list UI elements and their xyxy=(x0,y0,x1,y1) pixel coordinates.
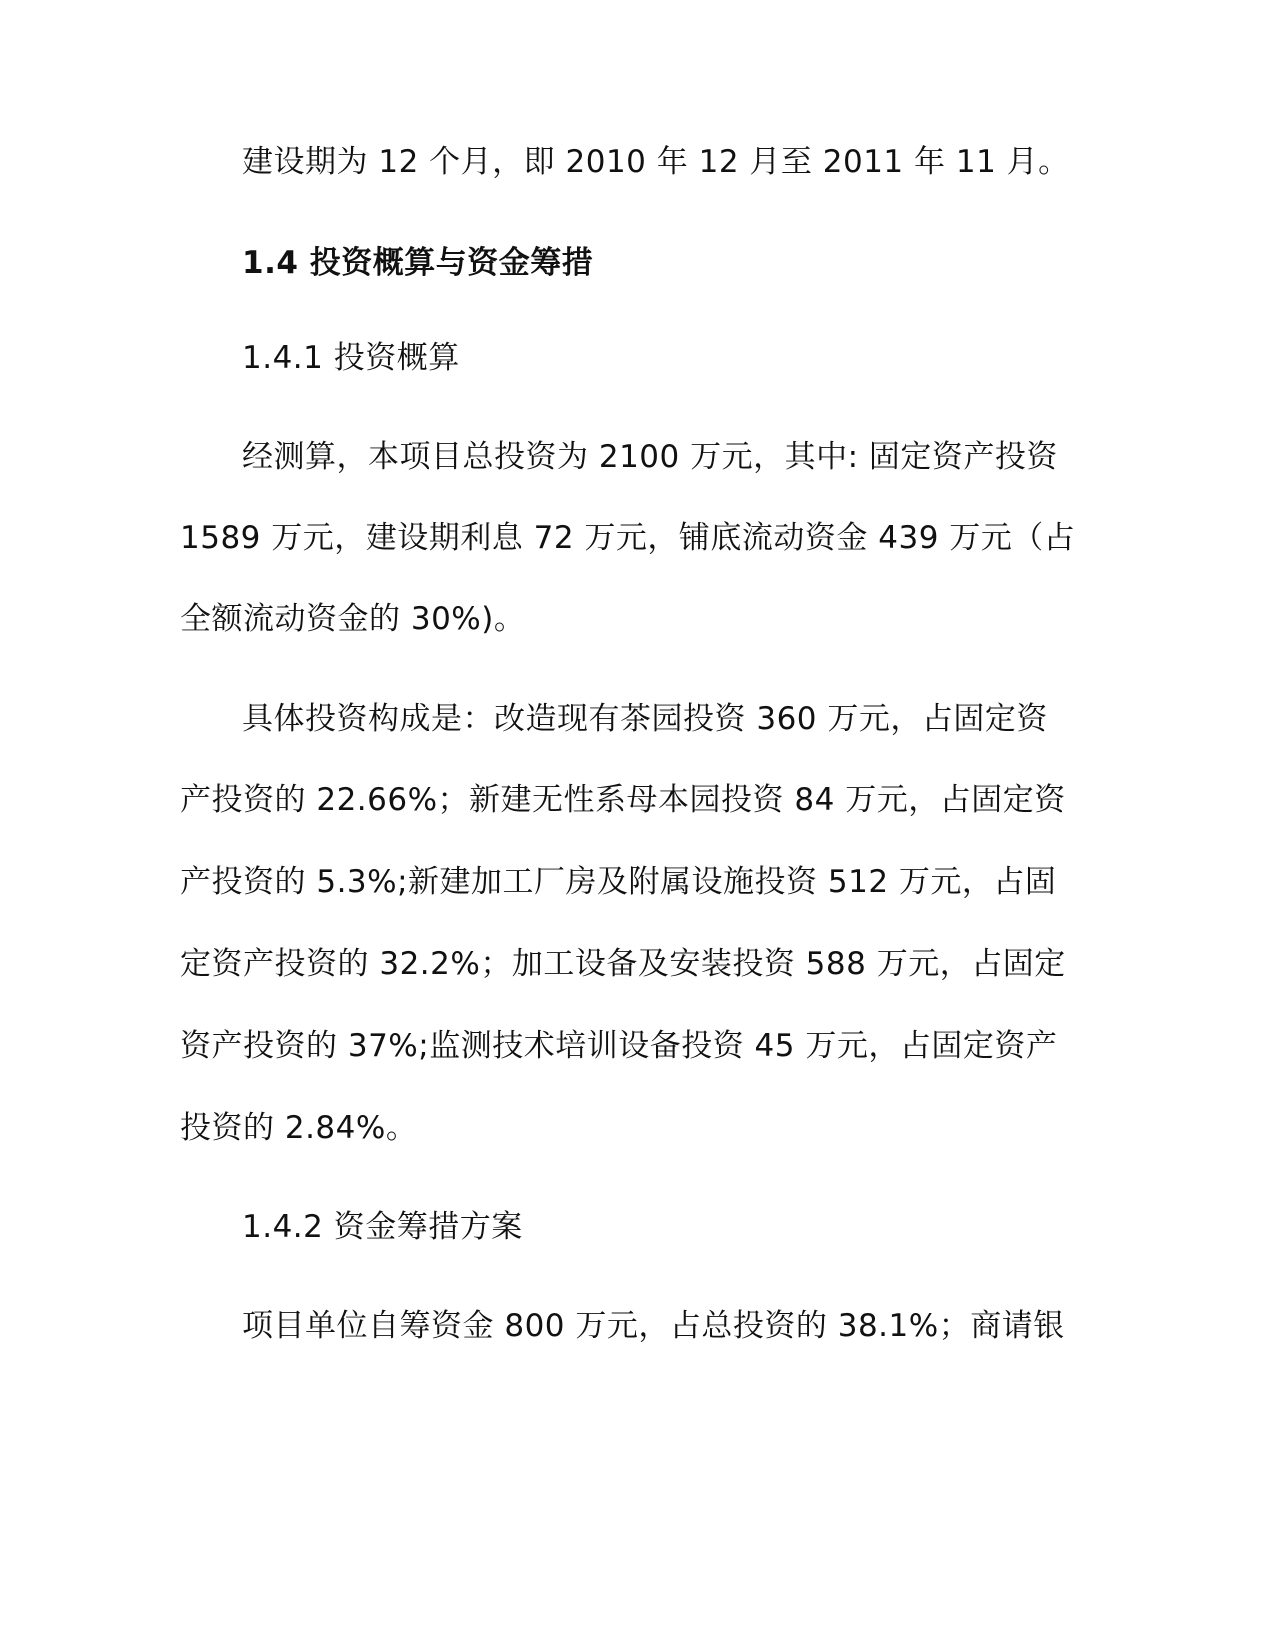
paragraph-line: 投资的 2.84%。 xyxy=(180,1110,418,1146)
paragraph-line: 定资产投资的 32.2%；加工设备及安装投资 588 万元，占固定 xyxy=(180,946,1066,982)
construction-period-text: 建设期为 12 个月，即 2010 年 12 月至 2011 年 11 月。 xyxy=(242,144,1070,180)
subsection-heading-1-4-1: 1.4.1 投资概算 xyxy=(242,340,460,376)
paragraph-line: 全额流动资金的 30%)。 xyxy=(180,601,526,637)
paragraph-line: 具体投资构成是：改造现有茶园投资 360 万元，占固定资 xyxy=(242,701,1048,737)
paragraph-line: 产投资的 22.66%；新建无性系母本园投资 84 万元，占固定资 xyxy=(180,782,1066,818)
paragraph-line: 产投资的 5.3%;新建加工厂房及附属设施投资 512 万元，占固 xyxy=(180,864,1057,900)
paragraph-line: 资产投资的 37%;监测技术培训设备投资 45 万元，占固定资产 xyxy=(180,1028,1058,1064)
paragraph-line: 项目单位自筹资金 800 万元，占总投资的 38.1%；商请银 xyxy=(242,1308,1065,1344)
subsection-heading-1-4-2: 1.4.2 资金筹措方案 xyxy=(242,1209,523,1245)
paragraph-line: 1589 万元，建设期利息 72 万元，铺底流动资金 439 万元（占 xyxy=(180,520,1076,556)
section-heading-1-4: 1.4 投资概算与资金筹措 xyxy=(242,245,594,281)
paragraph-line: 经测算，本项目总投资为 2100 万元，其中: 固定资产投资 xyxy=(242,439,1058,475)
